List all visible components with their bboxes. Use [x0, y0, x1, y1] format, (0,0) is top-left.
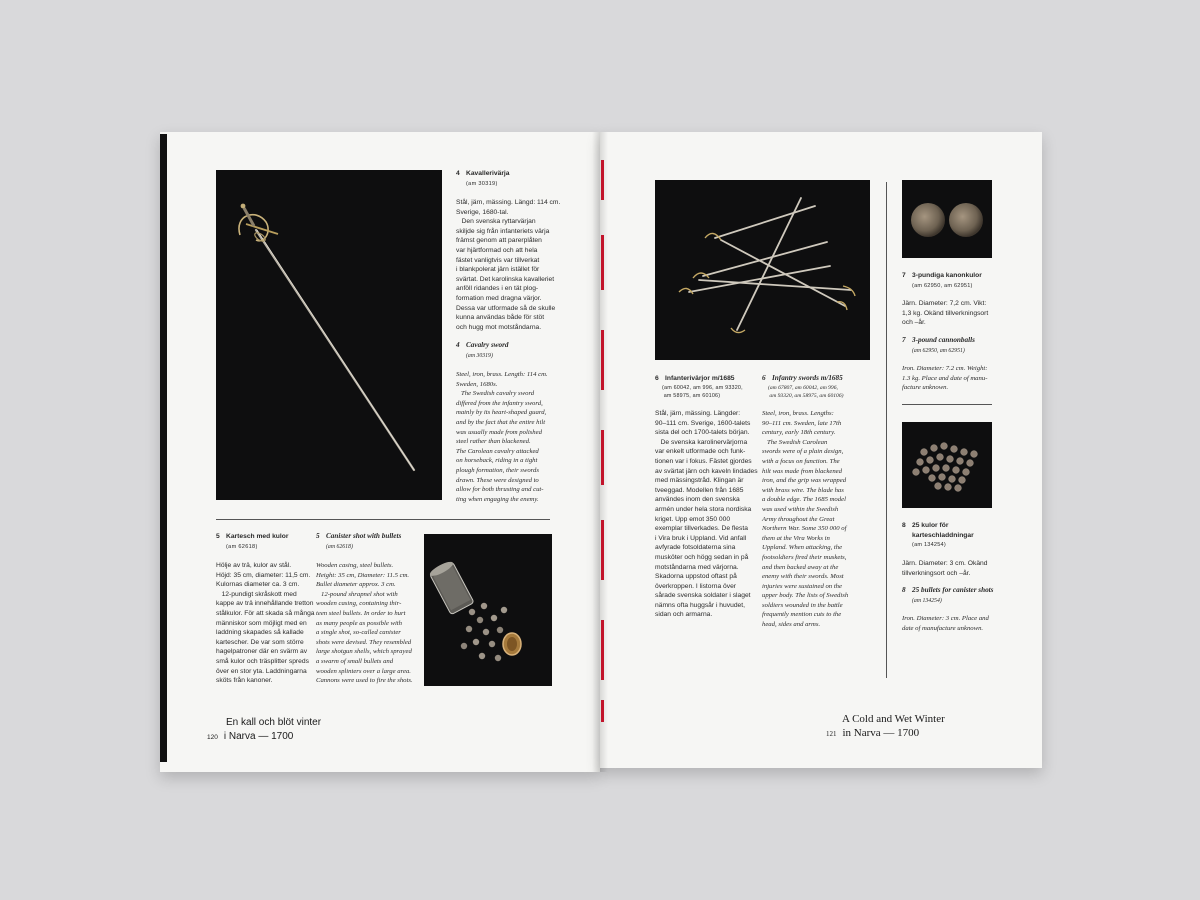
item7-heading-en: 7 3-pound cannonballs	[902, 336, 975, 344]
infantry-swords-illustration	[655, 180, 870, 360]
binding-stitch	[601, 620, 604, 680]
footer-title-en-line2: 121 in Narva — 1700	[826, 727, 920, 739]
item6-code-sv: (am 60042, am 996, am 93320, am 58975, am 60106)	[662, 385, 743, 400]
binding-stitch	[601, 330, 604, 390]
column-divider	[886, 182, 887, 678]
cavalry-sword-illustration	[216, 170, 442, 500]
section-divider	[902, 404, 992, 405]
item4-code-en: (am 30319)	[466, 353, 493, 359]
item6-body-en: Steel, iron, brass. Lengths: 90–111 cm. Sweden, late 17th century, early 18th century. The Swedish Carolean swords were of a plain design, with a focus on function. The hilt was made from blackened iron, and the grip was wrapped with brass wire. The blade has a double edge. The 1685 model was used within the Swedish Army throughout the Great Northern War. Some 350 000 of them at the Vira Works in Uppland. When attacking, the footsoldiers fired their muskets, and then backed away at the enemy with their swords. Most injuries were sustained on the upper body. The lists of Swedish soldiers wounded in the battle frequently mention cuts to the head, sides and arms.	[762, 410, 849, 629]
item5-body-sv: Hölje av trä, kulor av stål. Höjd: 35 cm, diameter: 11,5 cm. Kulornas diameter ca. 3 cm. 12-pundigt skråskott med kappe av trä innehållande tretton stålkulor. För att skada så många människor som möjligt med en laddning skapades så kallade kartescher. De var som större hagelpatroner där en svärm av små kulor och träsplitter spreds över en stor yta. Laddningarna sköts från kanoner.	[216, 562, 315, 685]
item4-heading-sv: 4 Kavallerivärja	[456, 170, 510, 177]
item5-code-sv: (am 62618)	[226, 544, 258, 550]
item6-code-en: (am 67807, am 60042, am 996, am 93320, am 58975, am 60106)	[768, 385, 844, 400]
infantry-swords-photo	[655, 180, 870, 360]
item5-heading-en: 5 Canister shot with bullets	[316, 532, 402, 540]
section-divider	[216, 519, 550, 520]
binding-stitch	[601, 430, 604, 485]
footer-title-sv-line2: 120 i Narva — 1700	[207, 731, 294, 742]
item5-code-en: (am 62618)	[326, 544, 353, 550]
item6-body-sv: Stål, järn, mässing. Längder: 90–111 cm. Sverige, 1600-talets sista del och 1700-talets början. De svenska karolinervärjorna var enkelt utformade och funk- tionen var i fokus. Fästet gjordes av svärtat järn och kaveln lindades med mässingstråd. Klingan är tveeggad. Modellen från 1685 användes inom den svenska armén under hela stora nordiska kriget. Upp emot 350 000 exemplar tillverkades. De flesta i Vira bruk i Uppland. Vid anfall avfyrade fotsoldaterna sina musköter och högg sedan in på motståndarna med värjorna. Skadorna uppstod oftast på överkroppen. I listorna över sårade svenska soldater i slaget nämns ofta huggsår i huvudet, sidan och armarna.	[655, 410, 758, 619]
item4-body-sv: Stål, järn, mässing. Längd: 114 cm. Sverige, 1680-tal. Den svenska ryttarvärjan skiljde sig från infanteriets värja främst genom att parerplåten var hjärtformad och att hela fästet vanligtvis var tillverkat i blankpolerat järn istället för svärtat. Det karolinska kavalleriet anföll ridandes i en tät plog- formation med dragna värjor. Dessa var utformade så de skulle kunna användas både för stöt och hugg mot motståndarna.	[456, 199, 561, 331]
item4-code-sv: (am 30319)	[466, 181, 498, 187]
item8-body-en: Iron. Diameter: 3 cm. Place and date of manufacture unknown.	[902, 615, 989, 632]
cannonballs-illustration	[902, 180, 992, 258]
item8-body-sv: Järn. Diameter: 3 cm. Okänd tillverkningsort och –år.	[902, 560, 988, 577]
item6-heading-sv: 6 Infanterivärjor m/1685	[655, 375, 735, 382]
item5-body-en: Wooden casing, steel bullets. Height: 35 cm, Diameter: 11.5 cm. Bullet diameter approx. 3 cm. 12-pound shrapnel shot with wooden casing, containing thir- teen steel bullets. In order to hurt as many people as possible with a single shot, so-called canister shots were devised. They resembled large shotgun shells, which sprayed a swarm of small bullets and wooden splinters over a large area. Cannons were used to fire the shots.	[316, 562, 413, 685]
item7-body-sv: Järn. Diameter: 7,2 cm. Vikt: 1,3 kg. Okänd tillverkningsort och –år.	[902, 300, 989, 327]
item6-heading-en: 6 Infantry swords m/1685	[762, 374, 843, 382]
cavalry-sword-photo	[216, 170, 442, 500]
canister-shot-illustration	[424, 534, 552, 686]
footer-title-en-line1: A Cold and Wet Winter	[842, 713, 945, 725]
bullets-illustration	[902, 422, 992, 508]
canister-shot-photo	[424, 534, 552, 686]
bullets-photo	[902, 422, 992, 508]
binding-stitch	[601, 235, 604, 290]
item8-heading-en: 8 25 bullets for canister shots	[902, 586, 994, 594]
footer-title-sv-line1: En kall och blöt vinter	[226, 717, 322, 728]
page-edge-band	[160, 134, 167, 762]
item4-heading-en: 4 Cavalry sword	[456, 341, 509, 349]
item5-heading-sv: 5 Kartesch med kulor	[216, 533, 289, 540]
binding-stitch	[601, 700, 604, 722]
item7-heading-sv: 7 3-pundiga kanonkulor	[902, 272, 982, 279]
item7-code-en: (am 62950, am 62951)	[912, 348, 965, 354]
cannonballs-photo	[902, 180, 992, 258]
page-number-left: 120	[207, 734, 218, 741]
page-number-right: 121	[826, 730, 837, 738]
item8-heading-sv: 8 25 kulor för karteschladdningar	[902, 522, 974, 539]
item8-code-sv: (am 134254)	[912, 542, 946, 548]
binding-stitch	[601, 160, 604, 200]
spine-shadow	[592, 132, 608, 772]
item7-body-en: Iron. Diameter: 7.2 cm. Weight: 1.3 kg. Place and date of manu- facture unknown.	[902, 365, 988, 392]
item4-body-en: Steel, iron, brass. Length: 114 cm. Sweden, 1680s. The Swedish cavalry sword differed from the infantry sword, mainly by its heart-shaped guard, and by the fact that the entire hilt was usually made from polished steel rather than blackened. The Carolean cavalry attacked on horseback, riding in a tight plough formation, their swords drawn. These were designed to allow for both thrusting and cut- ting when engaging the enemy.	[456, 371, 548, 503]
item8-code-en: (am 134254)	[912, 598, 942, 604]
item7-code-sv: (am 62950, am 62951)	[912, 283, 973, 289]
binding-stitch	[601, 520, 604, 580]
